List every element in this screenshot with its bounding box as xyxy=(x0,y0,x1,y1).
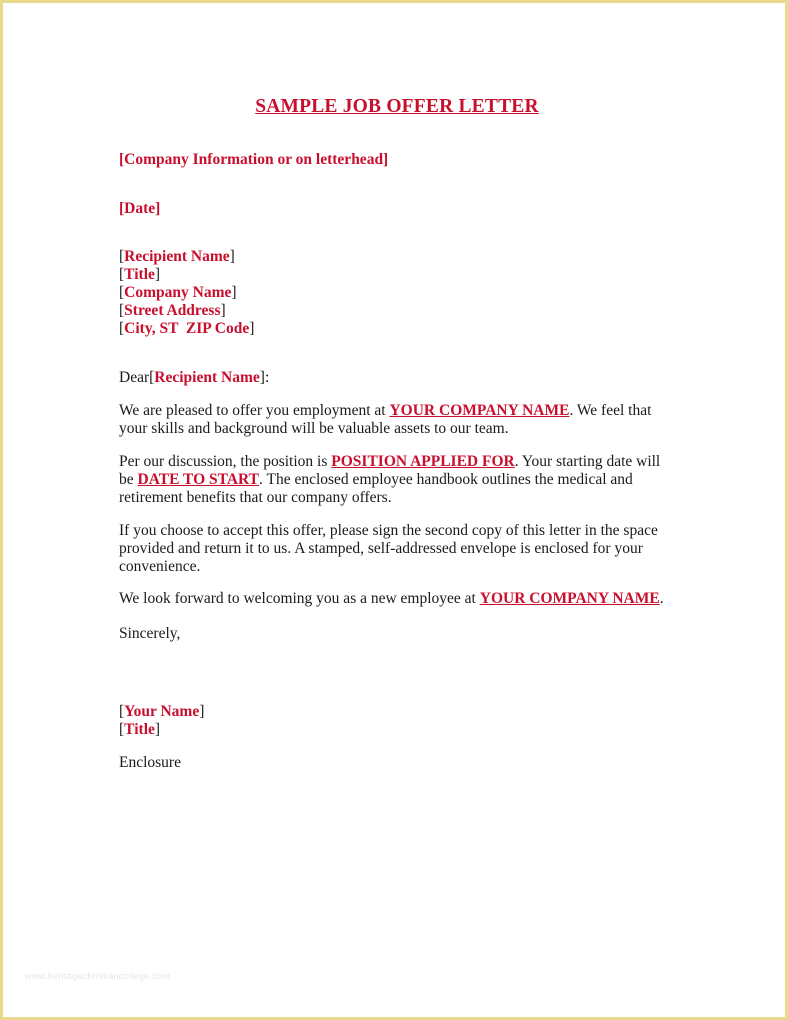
position-placeholder: POSITION APPLIED FOR xyxy=(331,453,515,470)
enclosure: Enclosure xyxy=(119,754,181,771)
start-date-placeholder: DATE TO START xyxy=(137,471,260,488)
recipient-city-line: [City, ST ZIP Code] xyxy=(119,320,255,337)
recipient-block xyxy=(119,248,679,338)
company-name-placeholder-2: YOUR COMPANY NAME xyxy=(479,590,660,607)
recipient-name-line: [Recipient Name] xyxy=(119,248,235,265)
paragraph-offer: We are pleased to offer you employment at YOUR COMPANY NAME. We feel that your skills and background will be valuable assets to our team. xyxy=(119,402,652,437)
signature-title-line: [Title] xyxy=(119,721,161,738)
paragraph-welcome: We look forward to welcoming you as a new employee at YOUR COMPANY NAME. xyxy=(119,590,664,607)
signature-block xyxy=(119,703,679,739)
paragraph-accept: If you choose to accept this offer, please sign the second copy of this letter in the space provided and return it to us. A stamped, self-addressed envelope is enclosed for your convenience. xyxy=(119,522,658,575)
company-info-placeholder: [Company Information or on letterhead] xyxy=(119,151,389,168)
paragraph-position: Per our discussion, the position is POSITION APPLIED FOR. Your starting date will be DATE TO START. The enclosed employee handbook outlines the medical and retirement benefits that our company offers. xyxy=(119,453,661,506)
recipient-company-line: [Company Name] xyxy=(119,284,237,301)
closing: Sincerely, xyxy=(119,625,181,642)
date-placeholder: [Date] xyxy=(119,200,161,217)
signature-name-line: [Your Name] xyxy=(119,703,205,720)
salutation: Dear[Recipient Name]: xyxy=(119,369,270,386)
company-name-placeholder: YOUR COMPANY NAME xyxy=(389,402,570,419)
letter-title: SAMPLE JOB OFFER LETTER xyxy=(255,96,539,117)
recipient-street-line: [Street Address] xyxy=(119,302,226,319)
recipient-title-line: [Title] xyxy=(119,266,161,283)
watermark: www.heritagechristiancollege.com xyxy=(25,971,171,981)
